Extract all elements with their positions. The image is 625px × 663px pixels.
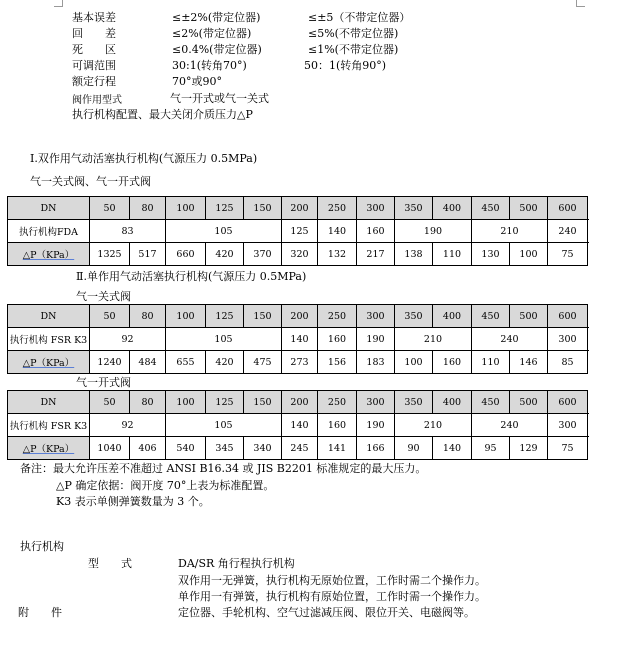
table-row-label: 执行机构FDA bbox=[8, 220, 90, 243]
table-cell: 85 bbox=[548, 351, 588, 374]
table-cell: 50 bbox=[90, 305, 130, 328]
table-cell: 300 bbox=[548, 414, 588, 437]
table-2-dp-row bbox=[8, 351, 588, 374]
table-cell: 50 bbox=[90, 197, 130, 220]
section-2-subtitle-a: 气一关式阀 bbox=[76, 290, 131, 303]
table-cell: 600 bbox=[548, 197, 588, 220]
table-2 bbox=[7, 304, 588, 374]
table-cell: 80 bbox=[130, 391, 166, 414]
table-cell: DN bbox=[8, 391, 90, 414]
spec-label-range: 可调范围 bbox=[72, 59, 116, 72]
table-cell: 400 bbox=[433, 391, 472, 414]
table-cell: 200 bbox=[282, 391, 318, 414]
table-1-header-row bbox=[8, 197, 588, 220]
table-cell: 484 bbox=[130, 351, 166, 374]
table-cell: 75 bbox=[548, 437, 588, 460]
spec-label-error: 基本误差 bbox=[72, 11, 116, 24]
table-cell: 406 bbox=[130, 437, 166, 460]
table-cell: 50 bbox=[90, 391, 130, 414]
table-cell: 90 bbox=[395, 437, 433, 460]
table-cell: 400 bbox=[433, 197, 472, 220]
table-cell: 500 bbox=[510, 305, 548, 328]
table-cell: 140 bbox=[282, 414, 318, 437]
table-3-header-row bbox=[8, 391, 588, 414]
table-cell: 273 bbox=[282, 351, 318, 374]
table-cell: 400 bbox=[433, 305, 472, 328]
table-cell: 600 bbox=[548, 305, 588, 328]
table-cell: 190 bbox=[395, 220, 472, 243]
spec-value-deadband-1: ≤0.4%(带定位器) bbox=[172, 43, 262, 56]
table-cell: 200 bbox=[282, 305, 318, 328]
table-cell: 125 bbox=[282, 220, 318, 243]
table-cell: 210 bbox=[395, 414, 472, 437]
table-cell: 240 bbox=[472, 414, 548, 437]
closing-value: 气一开式或气一关式 bbox=[170, 92, 269, 105]
table-cell: 100 bbox=[166, 391, 206, 414]
note-1: 备注：最大允许压差不准超过 ANSI B16.34 或 JIS B2201 标准规定的最大压力。 bbox=[20, 462, 427, 475]
table-cell: 1040 bbox=[90, 437, 130, 460]
actuator-heading: 执行机构 bbox=[20, 540, 64, 553]
table-cell: 300 bbox=[357, 305, 395, 328]
accessories-label: 附 件 bbox=[18, 606, 62, 619]
table-cell: 250 bbox=[318, 305, 357, 328]
table-cell: 217 bbox=[357, 243, 395, 266]
table-cell: 105 bbox=[166, 328, 282, 351]
table-cell: 80 bbox=[130, 305, 166, 328]
table-cell: 240 bbox=[548, 220, 588, 243]
table-1 bbox=[7, 196, 588, 266]
spec-value-range-1: 30:1(转角70°) bbox=[172, 59, 247, 72]
spec-value-hysteresis-2: ≤5%(不带定位器) bbox=[308, 27, 399, 40]
table-cell: 500 bbox=[510, 197, 548, 220]
table-cell: 660 bbox=[166, 243, 206, 266]
table-cell: 129 bbox=[510, 437, 548, 460]
accessories-value: 定位器、手轮机构、空气过滤减压阀、限位开关、电磁阀等。 bbox=[178, 606, 475, 619]
page-corner-mark-right bbox=[576, 0, 585, 7]
table-cell: 200 bbox=[282, 197, 318, 220]
spec-label-travel: 额定行程 bbox=[72, 75, 116, 88]
spec-value-range-2: 50：1(转角90°) bbox=[304, 59, 387, 72]
note-3: K3 表示单侧弹簧数量为 3 个。 bbox=[56, 495, 210, 508]
table-cell: 475 bbox=[244, 351, 282, 374]
table-cell: 125 bbox=[206, 197, 244, 220]
table-cell: 141 bbox=[318, 437, 357, 460]
table-cell: 183 bbox=[357, 351, 395, 374]
table-cell: 80 bbox=[130, 197, 166, 220]
note-2: △P 确定依据：阀开度 70°上表为标准配置。 bbox=[56, 479, 275, 492]
section-2-title: Ⅱ.单作用气动活塞执行机构(气源压力 0.5MPa) bbox=[76, 270, 307, 283]
table-1-actuator-row bbox=[8, 220, 588, 243]
table-cell: 140 bbox=[282, 328, 318, 351]
table-cell: 540 bbox=[166, 437, 206, 460]
table-cell: 150 bbox=[244, 197, 282, 220]
table-cell: 150 bbox=[244, 305, 282, 328]
table-cell: 92 bbox=[90, 414, 166, 437]
table-cell: 320 bbox=[282, 243, 318, 266]
table-cell: 100 bbox=[166, 197, 206, 220]
table-cell: 125 bbox=[206, 305, 244, 328]
table-cell: 160 bbox=[318, 328, 357, 351]
table-row-label: △P（KPa） bbox=[8, 351, 90, 374]
table-3-dp-row bbox=[8, 437, 588, 460]
table-cell: 95 bbox=[472, 437, 510, 460]
table-cell: 146 bbox=[510, 351, 548, 374]
config-line: 执行机构配置、最大关闭介质压力△P bbox=[72, 108, 253, 121]
table-cell: 517 bbox=[130, 243, 166, 266]
table-cell: 92 bbox=[90, 328, 166, 351]
table-cell: 100 bbox=[166, 305, 206, 328]
table-cell: 100 bbox=[395, 351, 433, 374]
table-cell: 250 bbox=[318, 391, 357, 414]
table-cell: 340 bbox=[244, 437, 282, 460]
section-1-subtitle: 气一关式阀、气一开式阀 bbox=[30, 175, 151, 188]
section-2-subtitle-b: 气一开式阀 bbox=[76, 376, 131, 389]
actuator-line-2: 单作用一有弹簧，执行机构有原始位置，工作时需一个操作力。 bbox=[178, 590, 486, 603]
table-cell: 83 bbox=[90, 220, 166, 243]
table-cell: 420 bbox=[206, 243, 244, 266]
table-cell: 140 bbox=[318, 220, 357, 243]
table-2-header-row bbox=[8, 305, 588, 328]
table-cell: 156 bbox=[318, 351, 357, 374]
table-cell: 125 bbox=[206, 391, 244, 414]
table-cell: DN bbox=[8, 197, 90, 220]
table-cell: 210 bbox=[472, 220, 548, 243]
table-cell: DN bbox=[8, 305, 90, 328]
table-cell: 132 bbox=[318, 243, 357, 266]
table-cell: 300 bbox=[548, 328, 588, 351]
table-cell: 450 bbox=[472, 305, 510, 328]
table-cell: 300 bbox=[357, 391, 395, 414]
table-cell: 138 bbox=[395, 243, 433, 266]
table-cell: 250 bbox=[318, 197, 357, 220]
table-cell: 105 bbox=[166, 414, 282, 437]
table-cell: 450 bbox=[472, 391, 510, 414]
section-1-title: Ⅰ.双作用气动活塞执行机构(气源压力 0.5MPa) bbox=[30, 152, 258, 165]
table-cell: 210 bbox=[395, 328, 472, 351]
actuator-line-1: 双作用一无弹簧，执行机构无原始位置，工作时需二个操作力。 bbox=[178, 574, 486, 587]
spec-value-travel: 70°或90° bbox=[172, 75, 222, 88]
table-cell: 420 bbox=[206, 351, 244, 374]
actuator-type-label: 型 式 bbox=[88, 557, 132, 570]
table-cell: 130 bbox=[472, 243, 510, 266]
table-cell: 110 bbox=[472, 351, 510, 374]
table-cell: 110 bbox=[433, 243, 472, 266]
table-3-actuator-row bbox=[8, 414, 588, 437]
table-cell: 190 bbox=[357, 414, 395, 437]
table-cell: 100 bbox=[510, 243, 548, 266]
spec-value-error-1: ≤±2%(带定位器) bbox=[172, 11, 261, 24]
spec-value-error-2: ≤±5（不带定位器） bbox=[308, 11, 411, 24]
table-cell: 500 bbox=[510, 391, 548, 414]
table-row-label: 执行机构 FSR K3 bbox=[8, 414, 90, 437]
table-2-actuator-row bbox=[8, 328, 588, 351]
table-cell: 105 bbox=[166, 220, 282, 243]
page-corner-mark-left bbox=[54, 0, 63, 7]
table-cell: 190 bbox=[357, 328, 395, 351]
spec-value-deadband-2: ≤1%(不带定位器) bbox=[308, 43, 399, 56]
closing-label: 阀作用型式 bbox=[72, 95, 122, 106]
table-row-label: △P（KPa） bbox=[8, 243, 90, 266]
spec-label-hysteresis: 回 差 bbox=[72, 27, 116, 40]
table-row-label: △P（KPa） bbox=[8, 437, 90, 460]
table-cell: 1240 bbox=[90, 351, 130, 374]
table-cell: 240 bbox=[472, 328, 548, 351]
table-cell: 350 bbox=[395, 197, 433, 220]
table-cell: 160 bbox=[357, 220, 395, 243]
table-cell: 166 bbox=[357, 437, 395, 460]
table-1-dp-row bbox=[8, 243, 588, 266]
table-cell: 245 bbox=[282, 437, 318, 460]
table-cell: 345 bbox=[206, 437, 244, 460]
table-cell: 1325 bbox=[90, 243, 130, 266]
table-row-label: 执行机构 FSR K3 bbox=[8, 328, 90, 351]
table-cell: 600 bbox=[548, 391, 588, 414]
table-cell: 160 bbox=[433, 351, 472, 374]
table-cell: 140 bbox=[433, 437, 472, 460]
table-cell: 150 bbox=[244, 391, 282, 414]
table-cell: 75 bbox=[548, 243, 588, 266]
table-cell: 655 bbox=[166, 351, 206, 374]
table-cell: 370 bbox=[244, 243, 282, 266]
table-cell: 160 bbox=[318, 414, 357, 437]
table-cell: 450 bbox=[472, 197, 510, 220]
table-cell: 350 bbox=[395, 391, 433, 414]
spec-value-hysteresis-1: ≤2%(带定位器) bbox=[172, 27, 252, 40]
actuator-type-value: DA/SR 角行程执行机构 bbox=[178, 557, 295, 570]
table-3 bbox=[7, 390, 588, 460]
table-cell: 300 bbox=[357, 197, 395, 220]
table-cell: 350 bbox=[395, 305, 433, 328]
spec-label-deadband: 死 区 bbox=[72, 43, 116, 56]
